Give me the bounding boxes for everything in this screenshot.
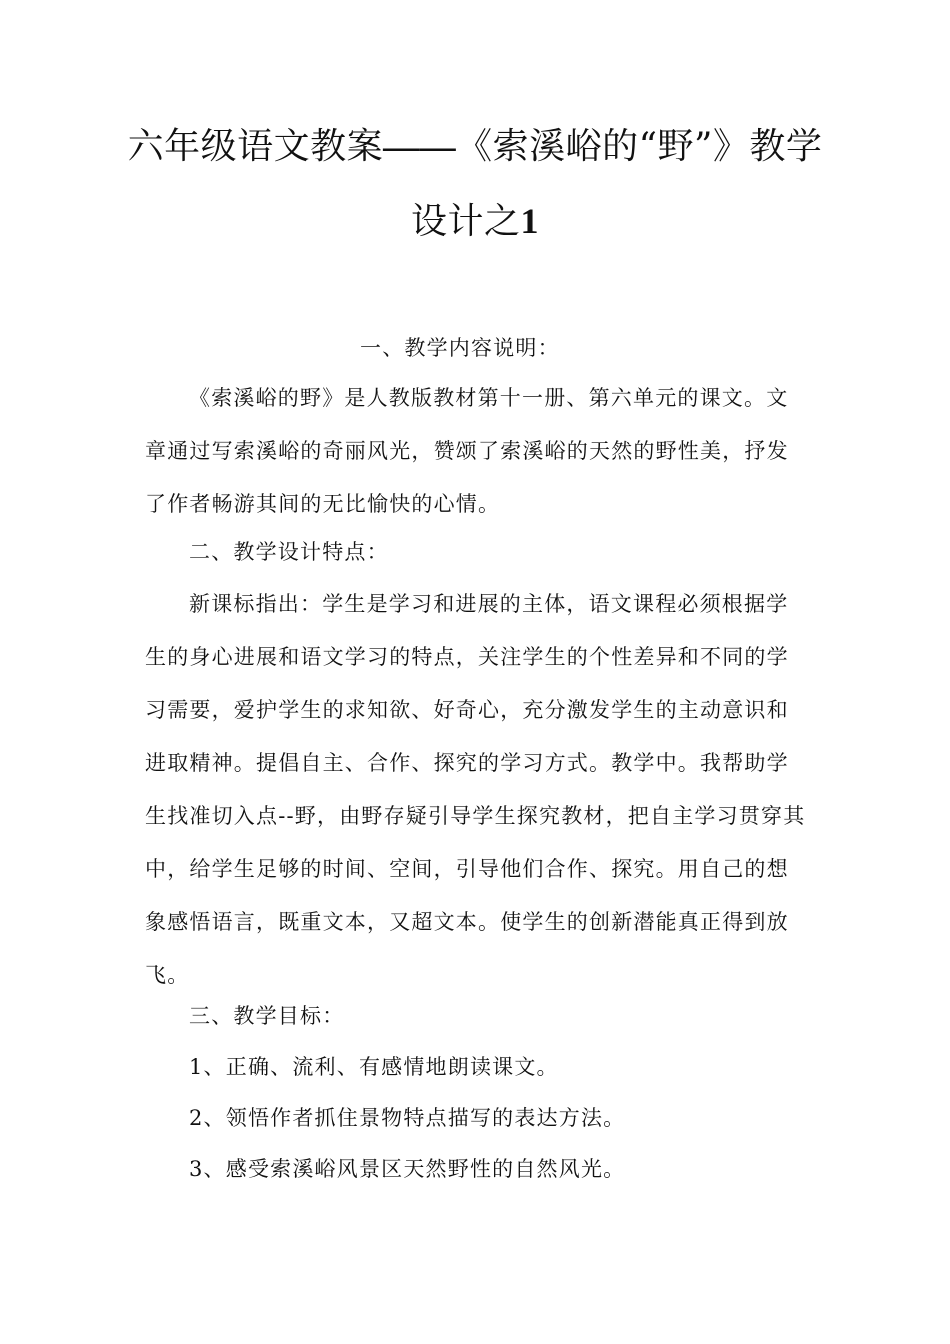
- paragraph-line: 象感悟语言，既重文本，又超文本。使学生的创新潜能真正得到放: [145, 910, 789, 934]
- paragraph-design-features: [145, 578, 809, 1002]
- document-title-line-2: [120, 201, 830, 242]
- paragraph-line: 习需要，爱护学生的求知欲、好奇心，充分激发学生的主动意识和: [145, 698, 789, 722]
- goal-item-3: 3、感受索溪峪风景区天然野性的自然风光。: [189, 1157, 626, 1181]
- paragraph-line: 《索溪峪的野》是人教版教材第十一册、第六单元的课文。文: [189, 386, 789, 410]
- paragraph-line: 生找准切入点--野，由野存疑引导学生探究教材，把自主学习贯穿其: [145, 804, 806, 828]
- section-heading-content: 一、教学内容说明：: [360, 336, 560, 360]
- paragraph-line: 了作者畅游其间的无比愉快的心情。: [145, 492, 501, 516]
- goal-item-2: 2、领悟作者抓住景物特点描写的表达方法。: [189, 1106, 626, 1130]
- title-rest: 《索溪峪的“野”》教学: [456, 126, 823, 167]
- title-line-2-number: 1: [520, 201, 539, 241]
- paragraph-line: 新课标指出：学生是学习和进展的主体，语文课程必须根据学: [189, 592, 789, 616]
- paragraph-line: 生的身心进展和语文学习的特点，关注学生的个性差异和不同的学: [145, 645, 789, 669]
- paragraph-content-description: [145, 372, 809, 531]
- section-heading-design: 二、教学设计特点：: [189, 540, 389, 564]
- title-line-2-text: 设计之: [410, 201, 521, 242]
- paragraph-line: 章通过写索溪峪的奇丽风光，赞颂了索溪峪的天然的野性美，抒发: [145, 439, 789, 463]
- title-main: 六年级语文教案: [127, 126, 384, 167]
- paragraph-line: 飞。: [145, 963, 190, 987]
- document-title-line-1: [120, 126, 830, 167]
- section-heading-goals: 三、教学目标：: [189, 1004, 345, 1028]
- paragraph-line: 进取精神。提倡自主、合作、探究的学习方式。教学中。我帮助学: [145, 751, 789, 775]
- title-dash: ——: [383, 126, 457, 166]
- paragraph-line: 中，给学生足够的时间、空间，引导他们合作、探究。用自己的想: [145, 857, 789, 881]
- goal-item-1: 1、正确、流利、有感情地朗读课文。: [189, 1055, 559, 1079]
